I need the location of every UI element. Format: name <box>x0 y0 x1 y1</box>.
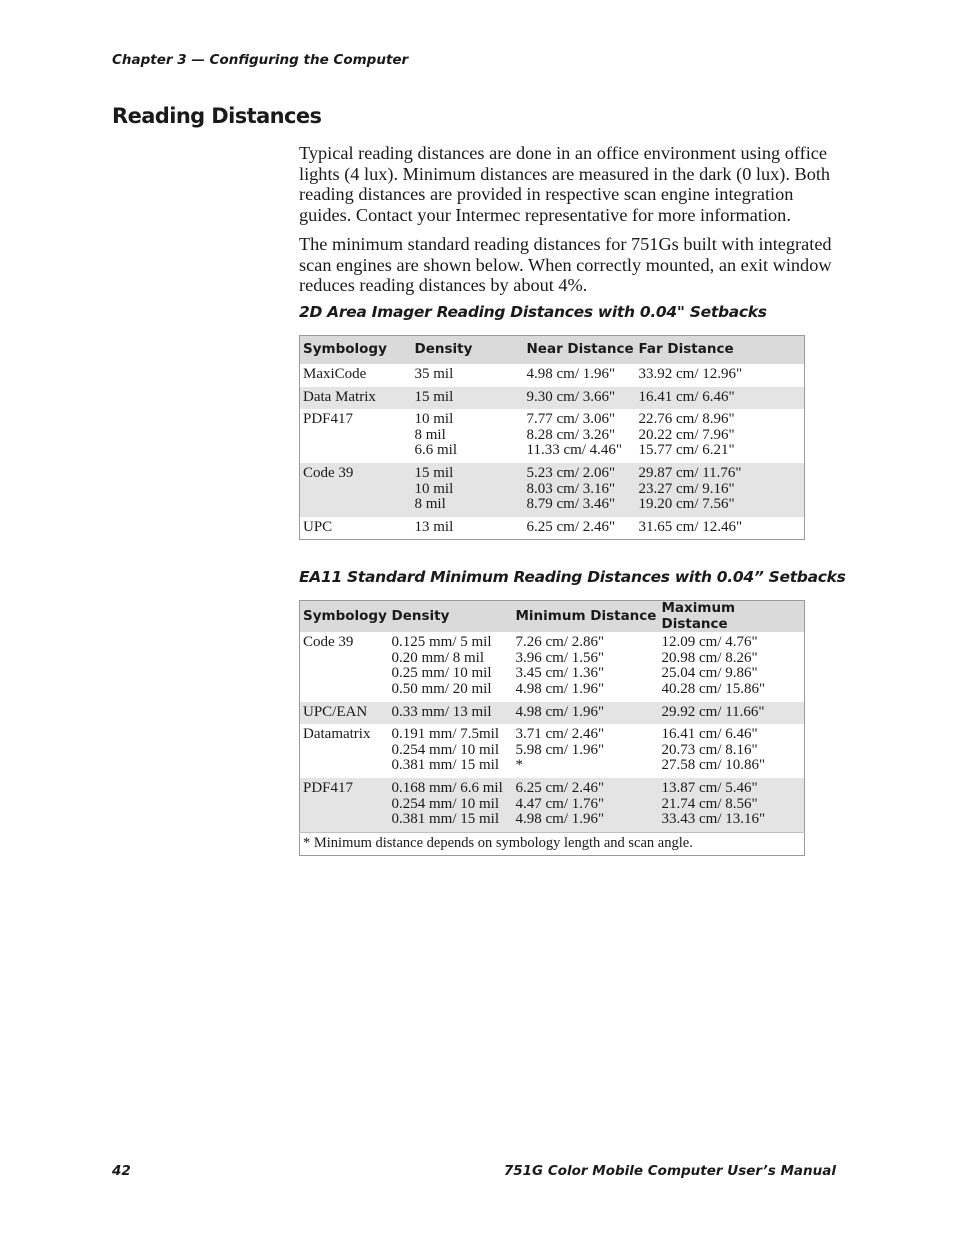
table-cell: 13.87 cm/ 5.46" 21.74 cm/ 8.56" 33.43 cm/ 13.16" <box>659 778 805 832</box>
table-footnote: * Minimum distance depends on symbology length and scan angle. <box>300 832 805 856</box>
table-cell: 6.25 cm/ 2.46" 4.47 cm/ 1.76" 4.98 cm/ 1.96" <box>513 778 659 832</box>
table2-title: EA11 Standard Minimum Reading Distances with 0.04” Setbacks <box>299 568 846 586</box>
table-cell: 31.65 cm/ 12.46" <box>638 518 743 535</box>
table-cell: 3.71 cm/ 2.46" 5.98 cm/ 1.96" * <box>515 726 605 774</box>
table-cell: 0.191 mm/ 7.5mil 0.254 mm/ 10 mil 0.381 mm/ 15 mil <box>391 726 500 774</box>
table1-title: 2D Area Imager Reading Distances with 0.04" Setbacks <box>299 303 767 321</box>
table-row <box>300 517 805 540</box>
ea11-distances-table <box>299 600 805 856</box>
table-cell: 4.98 cm/ 1.96" <box>513 702 659 725</box>
intro-paragraph: Typical reading distances are done in an office environment using office lights (4 lux). Minimum distances are measured in the dark (0 lux). Both reading distances are provided in respective scan engine integration guides. Contact your Intermec representative for more information. <box>299 143 831 225</box>
table-cell: 6.25 cm/ 2.46" <box>526 518 616 535</box>
table-cell: UPC <box>303 518 333 535</box>
table-cell: 4.98 cm/ 1.96" <box>526 366 616 382</box>
table-cell: 0.125 mm/ 5 mil 0.20 mm/ 8 mil 0.25 mm/ 10 mil 0.50 mm/ 20 mil <box>391 634 492 697</box>
table-cell: PDF417 <box>300 778 389 832</box>
table-cell: 9.30 cm/ 3.66" <box>524 387 636 410</box>
table-row <box>300 364 805 387</box>
table-cell: MaxiCode <box>303 366 367 382</box>
chapter-header: Chapter 3 — Configuring the Computer <box>112 52 409 68</box>
table-cell: 12.09 cm/ 4.76" 20.98 cm/ 8.26" 25.04 cm/ 9.86" 40.28 cm/ 15.86" <box>661 634 766 697</box>
table-cell: 5.23 cm/ 2.06" 8.03 cm/ 3.16" 8.79 cm/ 3.46" <box>524 463 636 517</box>
column-header: Symbology <box>300 336 412 365</box>
table-cell: 13 mil <box>414 518 454 535</box>
table-cell: Data Matrix <box>300 387 412 410</box>
table-header-row <box>300 336 805 365</box>
table-cell: 15 mil 10 mil 8 mil <box>412 463 524 517</box>
table-cell: 0.168 mm/ 6.6 mil 0.254 mm/ 10 mil 0.381 mm/ 15 mil <box>389 778 513 832</box>
table-row <box>300 778 805 832</box>
column-header: Density <box>412 336 524 365</box>
table-cell: 16.41 cm/ 6.46" <box>636 387 805 410</box>
column-header: Maximum Distance <box>659 601 805 633</box>
table-cell: 35 mil <box>414 366 454 382</box>
table-cell: UPC/EAN <box>300 702 389 725</box>
table-row <box>300 702 805 725</box>
table-cell: PDF417 <box>303 411 354 428</box>
page-number: 42 <box>112 1163 131 1179</box>
column-header: Density <box>389 601 513 633</box>
table-cell: 22.76 cm/ 8.96" 20.22 cm/ 7.96" 15.77 cm/ 6.21" <box>638 411 735 459</box>
table-cell: 33.92 cm/ 12.96" <box>638 366 743 382</box>
table-row <box>300 409 805 463</box>
column-header: Far Distance <box>636 336 805 365</box>
column-header: Minimum Distance <box>513 601 659 633</box>
table-cell: Code 39 <box>300 463 412 517</box>
table-cell: 15 mil <box>412 387 524 410</box>
table-note-row <box>300 832 805 856</box>
table-row <box>300 387 805 410</box>
table-row <box>300 724 805 778</box>
standard-distances-paragraph: The minimum standard reading distances for 751Gs built with integrated scan engines are shown below. When correctly mounted, an exit window reduces reading distances by about 4%. <box>299 234 832 296</box>
table-cell: 29.92 cm/ 11.66" <box>659 702 805 725</box>
table-cell: 29.87 cm/ 11.76" 23.27 cm/ 9.16" 19.20 cm/ 7.56" <box>636 463 805 517</box>
area-imager-distances-table <box>299 335 805 540</box>
table-cell: Code 39 <box>303 634 354 651</box>
column-header: Symbology <box>300 601 389 633</box>
section-title: Reading Distances <box>112 104 322 128</box>
manual-title: 751G Color Mobile Computer User’s Manual <box>503 1163 836 1179</box>
table-header-row <box>300 601 805 633</box>
table-cell: 0.33 mm/ 13 mil <box>389 702 513 725</box>
table-cell: 7.77 cm/ 3.06" 8.28 cm/ 3.26" 11.33 cm/ 4.46" <box>526 411 623 459</box>
column-header: Near Distance <box>524 336 636 365</box>
table-row <box>300 463 805 517</box>
table-cell: 10 mil 8 mil 6.6 mil <box>414 411 458 459</box>
table-row <box>300 632 805 701</box>
table-cell: Datamatrix <box>303 726 371 743</box>
table-cell: 16.41 cm/ 6.46" 20.73 cm/ 8.16" 27.58 cm/ 10.86" <box>661 726 766 774</box>
table-cell: 7.26 cm/ 2.86" 3.96 cm/ 1.56" 3.45 cm/ 1.36" 4.98 cm/ 1.96" <box>515 634 605 697</box>
